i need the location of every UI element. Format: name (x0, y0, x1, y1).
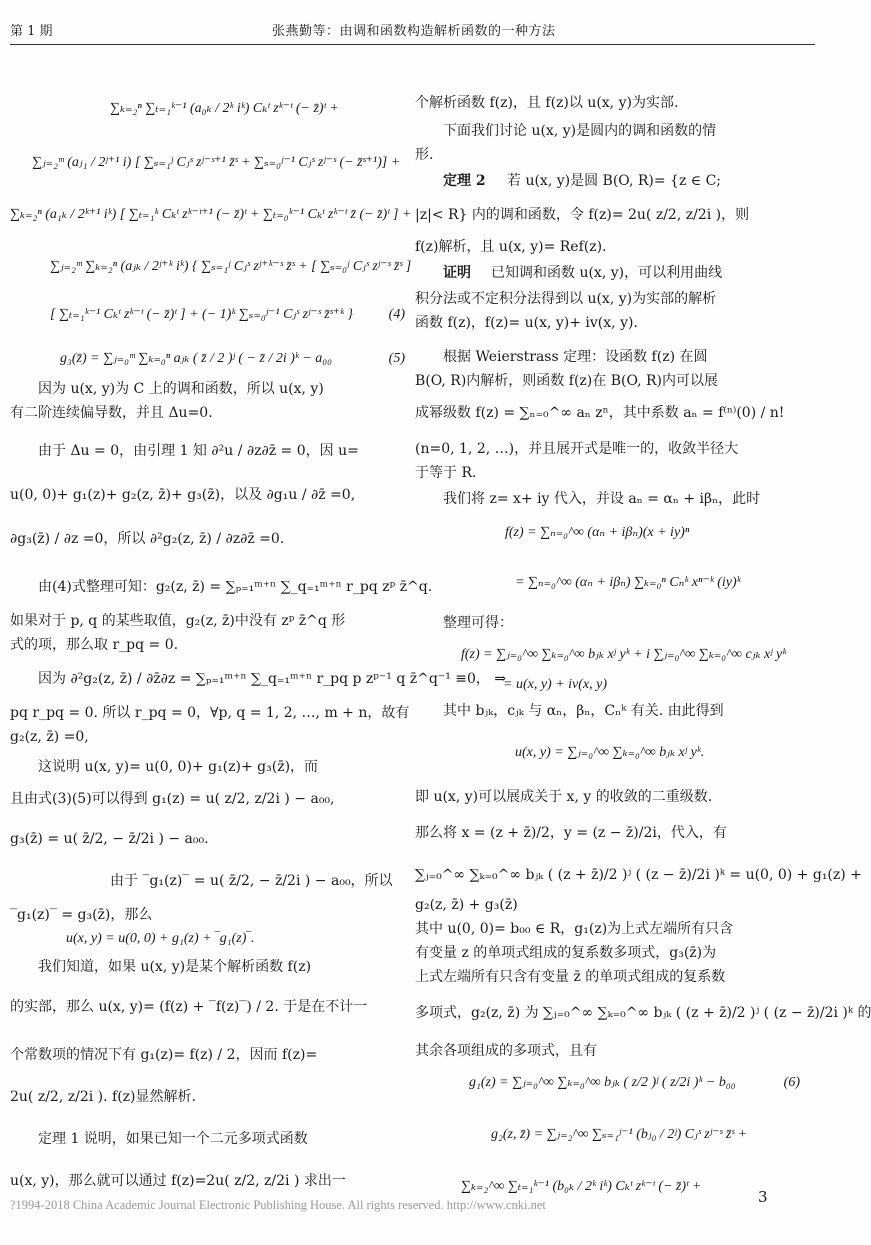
paragraph-analytic-fn: 个解析函数 f(z)，且 f(z)以 u(x, y)为实部. (415, 95, 679, 111)
issue-number: 第 1 期 (10, 24, 53, 39)
paragraph-double-series-cont-2: ∑ⱼ₌₀^∞ ∑ₖ₌₀^∞ bⱼₖ ( (z + z̄)/2 )ʲ ( (z − z̄)/2i )ᵏ = u(0, 0) + g₁(z) + (415, 867, 862, 883)
equation-f-u-v: = u(x, y) + iv(x, y) (503, 677, 608, 692)
equation-g2-line-2: ∑ₖ₌₂^∞ ∑ₜ₌₁ᵏ⁻¹ (b₀ₖ / 2ᵏ iᵏ) Cₖᵗ zᵏ⁻ᵗ (− z̄)ᵗ + (461, 1179, 702, 1194)
paragraph-u-decomp-cont-2: g₃(z̄) = u( z̄/2, − z̄/2i ) − a₀₀. (10, 831, 209, 847)
paragraph-lemma-cont: u(0, 0)+ g₁(z)+ g₂(z, z̄)+ g₃(z̄)，以及 ∂g₁u / ∂z̄ =0, (10, 487, 356, 503)
paragraph-conjugate: 由于 ‾g₁(z)‾ = u( z̄/2, − z̄/2i ) − a₀₀，所以 (110, 873, 393, 889)
proof-label: 证明 (443, 265, 471, 281)
paragraph-coefficients: 其中 bⱼₖ，cⱼₖ 与 αₙ，βₙ，Cₙᵏ 有关. 由此得到 (443, 703, 724, 719)
equation-g2-line-1: g₂(z, z̄) = ∑ⱼ₌₂^∞ ∑ₛ₌₁ʲ⁻¹ (bⱼ₀ / 2ʲ) Cⱼˢ zʲ⁻ˢ z̄ˢ + (491, 1127, 748, 1142)
equation-4-line-1: ∑ₖ₌₂ⁿ ∑ₜ₌₁ᵏ⁻¹ (a₀ₖ / 2ᵏ iᵏ) Cₖᵗ zᵏ⁻ᵗ (− z̄)ᵗ + (110, 101, 339, 116)
equation-number-5: (5) (388, 351, 405, 366)
equation-u-sum: u(x, y) = u(0, 0) + g₁(z) + ‾g₁(z)‾. (66, 931, 255, 946)
paragraph-rearrange: 整理可得： (443, 615, 513, 631)
equation-number-6: (6) (783, 1075, 800, 1090)
running-title: 张燕勤等：由调和函数构造解析函数的一种方法 (272, 24, 556, 39)
paragraph-g2-form: 由(4)式整理可知：g₂(z, z̄) = ∑ₚ₌₁ᵐ⁺ⁿ ∑_q₌₁ᵐ⁺ⁿ r_pq zᵖ z̄^q. (38, 579, 433, 595)
paragraph-real-part: 我们知道，如果 u(x, y)是某个解析函数 f(z) (38, 959, 312, 975)
paragraph-g2-form-cont-2: 式的项，那么取 r_pq = 0. (10, 637, 179, 653)
theorem-2-statement: 若 u(x, y)是圆 B(O, R)= {z ∈ C; (507, 173, 722, 189)
equation-4-line-5: [ ∑ₜ₌₁ᵏ⁻¹ Cₖᵗ zᵏ⁻ᵗ (− z̄)ᵗ ] + (− 1)ᵏ ∑ₛ₌₀ʲ⁻¹ Cⱼˢ zʲ⁻ˢ z̄ˢ⁺ᵏ } (50, 307, 354, 322)
paragraph-weierstrass-cont-3: (n=0, 1, 2, …)，并且展开式是唯一的，收敛半径大 (415, 441, 739, 457)
header-rule (10, 44, 815, 45)
equation-5: g₃(z̄) = ∑ⱼ₌₀ᵐ ∑ₖ₌₀ⁿ aⱼₖ ( z̄ / 2 )ʲ ( − z̄ / 2i )ᵏ − a₀₀ (60, 351, 333, 366)
paragraph-g-definitions-cont: 有变量 z 的单项式组成的复系数多项式，g₃(z̄)为 (415, 945, 717, 961)
paragraph-weierstrass-cont: B(O, R)内解析，则函数 f(z)在 B(O, R)内可以展 (415, 373, 719, 389)
paragraph-lemma-cont-2: ∂g₃(z̄) / ∂z =0，所以 ∂²g₂(z, z̄) / ∂z∂z̄ =0. (10, 531, 285, 547)
equation-f-double-sum: f(z) = ∑ⱼ₌₀^∞ ∑ₖ₌₀^∞ bⱼₖ xʲ yᵏ + i ∑ⱼ₌₀^∞ ∑ₖ₌₀^∞ cⱼₖ xʲ yᵏ (461, 647, 787, 662)
paragraph-theorem1-remark: 定理 1 说明，如果已知一个二元多项式函数 (38, 1131, 308, 1147)
paragraph-disc-case: 下面我们讨论 u(x, y)是圆内的调和函数的情 (443, 123, 717, 139)
paragraph-proof-cont-2: 函数 f(z)，f(z)= u(x, y)+ iv(x, y). (415, 315, 638, 331)
paragraph-theorem1-remark-cont: u(x, y)，那么就可以通过 f(z)=2u( z/2, z/2i ) 求出一 (10, 1173, 346, 1189)
paragraph-weierstrass-cont-2: 成幂级数 f(z) = ∑ₙ₌₀^∞ aₙ zⁿ，其中系数 aₙ = f⁽ⁿ⁾(0) / n! (415, 405, 785, 421)
running-header (10, 20, 815, 40)
equation-4-line-2: ∑ⱼ₌₂ᵐ (aⱼ₁ / 2ʲ⁺¹ i) [ ∑ₛ₌₁ʲ Cⱼˢ zʲ⁻ˢ⁺¹ z̄ˢ + ∑ₛ₌₀ʲ⁻¹ Cⱼˢ zʲ⁻ˢ (− z̄ˢ⁺¹)] + (32, 155, 401, 170)
paragraph-double-series-cont-3: g₂(z, z̄) + g₃(z̄) (415, 897, 518, 913)
paragraph-substitute: 我们将 z= x+ iy 代入，并设 aₙ = αₙ + iβₙ，此时 (443, 491, 761, 507)
page-number: 3 (758, 1188, 768, 1206)
paragraph-proof: 已知调和函数 u(x, y)，可以利用曲线 (491, 265, 723, 281)
paragraph-disc-case-cont: 形. (415, 147, 434, 163)
paragraph-conjugate-cont: ‾g₁(z)‾ = g₃(z̄)，那么 (10, 907, 153, 923)
paragraph-u-decomp: 这说明 u(x, y)= u(0, 0)+ g₁(z)+ g₃(z̄)，而 (38, 759, 319, 775)
paragraph-double-series-cont: 那么将 x = (z + z̄)/2，y = (z − z̄)/2i，代入，有 (415, 825, 727, 841)
paragraph-g-definitions-cont-3: 多项式，g₂(z, z̄) 为 ∑ⱼ₌₀^∞ ∑ₖ₌₀^∞ bⱼₖ ( (z + z̄)/2 )ʲ ( (z − z̄)/2i )ᵏ 的 (415, 1005, 871, 1021)
paragraph-weierstrass: 根据 Weierstrass 定理：设函数 f(z) 在圆 (443, 349, 708, 365)
theorem-2-statement-cont: |z|< R} 内的调和函数，令 f(z)= 2u( z/2, z/2i )，则 (415, 207, 750, 223)
theorem-2-statement-cont-2: f(z)解析，且 u(x, y)= Ref(z). (415, 239, 607, 255)
equation-u-double-series: u(x, y) = ∑ⱼ₌₀^∞ ∑ₖ₌₀^∞ bⱼₖ xʲ yᵏ. (515, 745, 705, 760)
paragraph-proof-cont: 积分法或不定积分法得到以 u(x, y)为实部的解析 (415, 291, 717, 307)
equation-4-line-4: ∑ⱼ₌₂ᵐ ∑ₖ₌₂ⁿ (aⱼₖ / 2ʲ⁺ᵏ iᵏ) { ∑ₛ₌₁ʲ Cⱼˢ zʲ⁺ᵏ⁻ˢ z̄ˢ + [ ∑ₛ₌₀ʲ Cⱼˢ zʲ⁻ˢ z̄ˢ ] (50, 259, 412, 274)
paragraph-harmonic-cont: 有二阶连续偏导数，并且 Δu=0. (10, 405, 213, 421)
paragraph-real-part-cont-2: 个常数项的情况下有 g₁(z)= f(z) / 2，因而 f(z)= (10, 1047, 318, 1063)
paragraph-g-definitions-cont-2: 上式左端所有只含有变量 z̄ 的单项式组成的复系数 (415, 969, 726, 985)
equation-6: g₁(z) = ∑ⱼ₌₀^∞ ∑ₖ₌₀^∞ bⱼₖ ( z/2 )ʲ ( z/2i )ᵏ − b₀₀ (469, 1075, 736, 1090)
paragraph-g-definitions-cont-4: 其余各项组成的多项式，且有 (415, 1043, 597, 1059)
equation-f-expansion-2: = ∑ₙ₌₀^∞ (αₙ + iβₙ) ∑ₖ₌₀ⁿ Cₙᵏ xⁿ⁻ᵏ (iy)ᵏ (515, 575, 741, 590)
paragraph-real-part-cont: 的实部，那么 u(x, y)= (f(z) + ‾f(z)‾) / 2. 于是在不计一 (10, 999, 368, 1015)
equation-f-expansion-1: f(z) = ∑ₙ₌₀^∞ (αₙ + iβₙ)(x + iy)ⁿ (505, 525, 690, 540)
equation-4-line-3: ∑ₖ₌₂ⁿ (a₁ₖ / 2ᵏ⁺¹ iᵏ) [ ∑ₜ₌₁ᵏ Cₖᵗ zᵏ⁻ᵗ⁺¹ (− z̄)ᵗ + ∑ₜ₌₀ᵏ⁻¹ Cₖᵗ zᵏ⁻ᵗ z̄ (− z̄)ᵗ ] + (10, 207, 412, 222)
paragraph-real-part-cont-3: 2u( z/2, z/2i ). f(z)显然解析. (10, 1089, 196, 1105)
paragraph-double-series: 即 u(x, y)可以展成关于 x, y 的收敛的二重级数. (415, 789, 713, 805)
equation-number-4: (4) (388, 307, 405, 322)
paragraph-weierstrass-cont-4: 于等于 R. (415, 465, 477, 481)
paragraph-derivative: 因为 ∂²g₂(z, z̄) / ∂z̄∂z = ∑ₚ₌₁ᵐ⁺ⁿ ∑_q₌₁ᵐ⁺ⁿ r_pq p zᵖ⁻¹ q z̄^q⁻¹ ≡0， ⇒ (38, 671, 507, 687)
paragraph-g-definitions: 其中 u(0, 0)= b₀₀ ∈ R，g₁(z)为上式左端所有只含 (415, 921, 734, 937)
paragraph-harmonic: 因为 u(x, y)为 C 上的调和函数，所以 u(x, y) (38, 381, 324, 397)
paragraph-u-decomp-cont: 且由式(3)(5)可以得到 g₁(z) = u( z/2, z/2i ) − a₀₀, (10, 791, 335, 807)
paragraph-g2-form-cont: 如果对于 p, q 的某些取值，g₂(z, z̄)中没有 zᵖ z̄^q 形 (10, 613, 346, 629)
copyright-footer: ?1994-2018 China Academic Journal Electronic Publishing House. All rights reserved. http://www.cnki.net (10, 1198, 546, 1212)
paragraph-derivative-cont-2: g₂(z, z̄) =0, (10, 729, 89, 745)
paragraph-lemma: 由于 Δu = 0，由引理 1 知 ∂²u / ∂z∂z̄ = 0，因 u= (38, 443, 359, 459)
paragraph-derivative-cont: pq r_pq = 0. 所以 r_pq = 0，∀p, q = 1, 2, …, m + n，故有 (10, 705, 410, 721)
theorem-2-label: 定理 2 (443, 173, 486, 189)
